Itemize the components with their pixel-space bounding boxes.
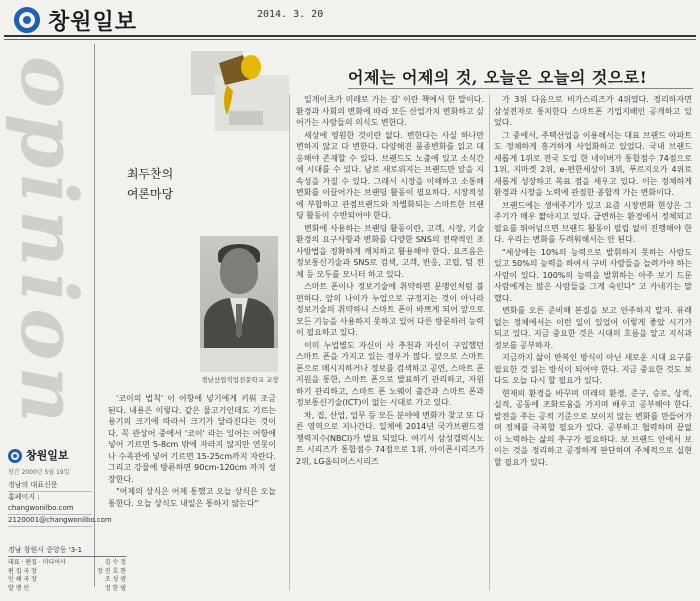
paragraph: 지금까지 삶이 반복인 방식이 아닌 새로운 시대 요구를 필요한 것 읽는 방식이 되어야 한다. 지금 중요한 것도 보다도 오늘 다시 할 필요가 있다.	[494, 353, 692, 385]
article-column-2	[296, 94, 484, 594]
author-photo	[200, 236, 278, 348]
paper-info-logo	[8, 447, 92, 464]
staff-names: 장 진 호 현	[97, 567, 126, 575]
staff-role: 인 쇄 국 장	[8, 576, 37, 584]
paragraph: 이미 누업별도 자신이 사 추천과 자신이 구입했던 스마트 폰을 가지고 있는 경우가 많다. 앞으로 스마트 폰으로 메시지하거나 정보를 검색하고 공연, 스마트 폰 지원을 통한, 스마트 폰으로 발표하기 관리하고, 자원하기 관리하고, 스마트 폰 노웨이 출간과 스마트 폰과 정보통신기술(ICT)이 없는 시대로 가고 있다.	[296, 340, 484, 407]
paragraph: "세상에는 10%의 능력으로 발휘하지 못하는 사람도 있고 50%의 능력을 하여서 구비 사람들을 늘려가야 하는 사람이 있다. 100%의 능력을 발휘하는 아주 보기 드문 사람에게는 많은 사람들을 그게 숙인다" 고 카네기는 말했다.	[494, 247, 692, 303]
small-logo-icon	[8, 449, 22, 463]
paper-email: 2120001@changwonilbo.com	[8, 515, 92, 527]
staff-names: 김 수 정	[104, 559, 126, 566]
staff-role: 편 집 국 장	[8, 567, 37, 575]
headline-rule	[348, 88, 693, 89]
section-label-text: opinion	[3, 55, 95, 429]
paper-slogan: 경남의 대표신문	[8, 480, 92, 492]
paragraph: 변화에 사용하는 브랜딩 활동이란, 고객, 시장, 기술 환경의 요구사항과 변화를 다양한 SNS의 전략적인 조사방법을 정확하게 캐치하고 활용해야 한다. 요즈음은 정보통신기술과 SNS로 검색, 고객, 반응, 고립, 텀 전체 등 모두를 모니터 하고 있다.	[296, 223, 484, 279]
masthead-rule-thin	[4, 39, 696, 40]
paragraph: "어제의 상식은 어제 통했고 오늘 상식은 오늘 통한다. 오늘 상식도 내일은 통하지 않는다"	[108, 487, 276, 508]
paragraph: 세상에 영원한 것이란 없다. 변한다는 사실 하나만 변하지 않고 다 변한다. 다양해진 품종변화를 읽고 대응해야 존재할 수 있다. 브랜드도 노출에 있고 소식간에 시대를 수 있다. 남로 새로위지는 브랜드만 앞을 지속성을 가질 수 있다. 그래서 시장을 이해하고 소통해 변화를 이끌어가는 브랜딩 활동이 필요하다. 시장적성에 부합하고 관점브랜드와 차별화되는 스마트한 브랜딩 활동이 수반되어야 한다.	[296, 130, 484, 220]
author-photo-frame	[200, 236, 278, 372]
column-title-line-1: 최두찬의	[126, 167, 174, 181]
graphic-base	[229, 111, 263, 125]
column-title-line-2: 여론마당	[126, 186, 174, 201]
article-column-1	[108, 393, 276, 593]
column-divider	[489, 94, 490, 590]
decorative-paint-icon	[185, 45, 297, 137]
paper-founding: 창간 2000년 5월 19일	[8, 469, 70, 477]
masthead	[14, 5, 137, 35]
paragraph: 변화를 오른 준비해 본질을 보고 안주하지 말자. 유래없는 정체에서는 이런 일이 있었어 이렇게 좋았 시기가 되고 있다. 지금 중요한 것은 시대의 흐름을 알고 지식과 정보를 공부하자.	[494, 306, 692, 350]
staff-role: 발 행 인	[8, 585, 30, 593]
paragraph: 스마트 폰이나 정보기술에 취약하면 문맹인처럼 불편하다. 앞의 나이가 누업으로 규정지는 것이 아니라 정보기술의 취약하니 스마트 폰이 바쁘게 되어 앞으로 모든 기능을 사용하지 못하고 있어 다른 방문하러 능력이 필요하고 있다.	[296, 282, 484, 337]
paper-info	[8, 447, 112, 527]
photo-face	[220, 248, 258, 294]
paragraph: 현재의 환경을 바꾸며 미래의 환경, 준구, 승로, 상적, 실적, 공동에 조화로움을 가지며 배우고 공부해야 한다. 발전을 주는 공적 기준으로 보이지 않는 변화를 만들어가며 정체를 극복할 필요가 있다. 공부하고 협력하며 끝없이 노력하는 삶의 추구가 필요하다. 보 브랜드 안에서 보이는 것을 정리하고 공정하게 판단하며 주체적으로 실현할 필요가 있다.	[494, 388, 692, 467]
paper-address: 경남 창원시 중앙동 '3-1	[8, 546, 83, 554]
paragraph: 일게이츠가 미래로 가는 길' 이란 책에서 한 말이다. 환경과 사회의 변화에 따라 모든 산업가치 변화하고 싶어가는 사람들의 의식도 변한다.	[296, 95, 484, 127]
paper-homepage: 홈페이지 : changwonilbo.com	[8, 492, 92, 515]
paragraph: 차, 집, 산업, 업무 등 모든 분야에 변화가 찾고 또 다른 영역으로 지나간다. 일체에 2014년 국가브랜드경쟁력지수(NBCI)가 발표 되었다. 여기서 삼성갤럭시노트 시리즈가 통합점수 74점으로 1위, 아이폰시리즈가 2위, LG옵티머스시리즈	[296, 410, 484, 466]
paragraph: 그 중에서, 주택산업을 이용해서는 대표 브랜드 아파트도 정체하게 흥겨하게 사업화하고 있었다. 국내 브랜드 새롭게 1위로 전국 도입 한 네이버가 통합점수 74점으로 1위, 지마켓 2위, e-편한세상이 3위, 푸르지오가 4위로 새롭게 성장하고 목표 점을 세우고 있다. 이는 정체하게 환경과 시장을 노력에 관점한 종합적 가는 변화이다.	[494, 130, 692, 197]
newspaper-name: 창원일보	[48, 9, 138, 35]
paragraph: '코이의 법칙' 이 어항에 넣기에게 키워 조금 된다. 내용은 이렇다. 같은 물고기인데도 기르는 용기의 크기에 따라서 크기가 달라진다는 것이다. 꼭 관상어 중에서 '코이' 라는 잉어는 어항에 넣어 기르면 5-8cm 밖에 자라지 않지만 연못이나 수족관에 넣어 기르면 15-25cm까지 자란다. 그리고 강물에 방류하면 90cm-120cm 까지 성장한다.	[108, 394, 276, 484]
paragraph: 가 3위 다음으로 비가스리즈가 4위였다. 정리하자면 삼성전자로 통치한다 스마트폰 기업지배인 공개하고 있었다.	[494, 95, 692, 127]
staff-role: 대표 · 편집 · 미디어사	[8, 559, 66, 566]
section-label	[3, 46, 95, 438]
staff-names: 정 한 필	[104, 585, 126, 593]
issue-date: 2014. 3. 20	[257, 9, 324, 20]
masthead-rule	[4, 35, 696, 37]
column-title	[108, 165, 192, 205]
newspaper-logo-icon	[14, 7, 40, 33]
paint-can-lid	[241, 55, 261, 79]
article-column-3	[494, 94, 692, 594]
author-caption: 경남산업직업전문학교 교장	[201, 376, 279, 384]
column-divider	[289, 94, 290, 590]
article-headline: 어제는 어제의 것, 오늘은 오늘의 것으로!	[348, 68, 648, 87]
staff-names: 조 성 광	[104, 576, 126, 584]
paragraph: 브랜드에는 생애주기가 있고 요즘 시장변화 현상은 그 주기가 매우 짧아지고 있다. 급변하는 환경에서 정체되고 필요를 뛰어넘으면 브랜드 활동이 필립 없이 진행해야 한다. 우리는 변화를 두려워해서는 안 된다.	[494, 200, 692, 244]
paper-info-name: 창원일보	[26, 449, 69, 462]
photo-tie	[236, 304, 242, 336]
